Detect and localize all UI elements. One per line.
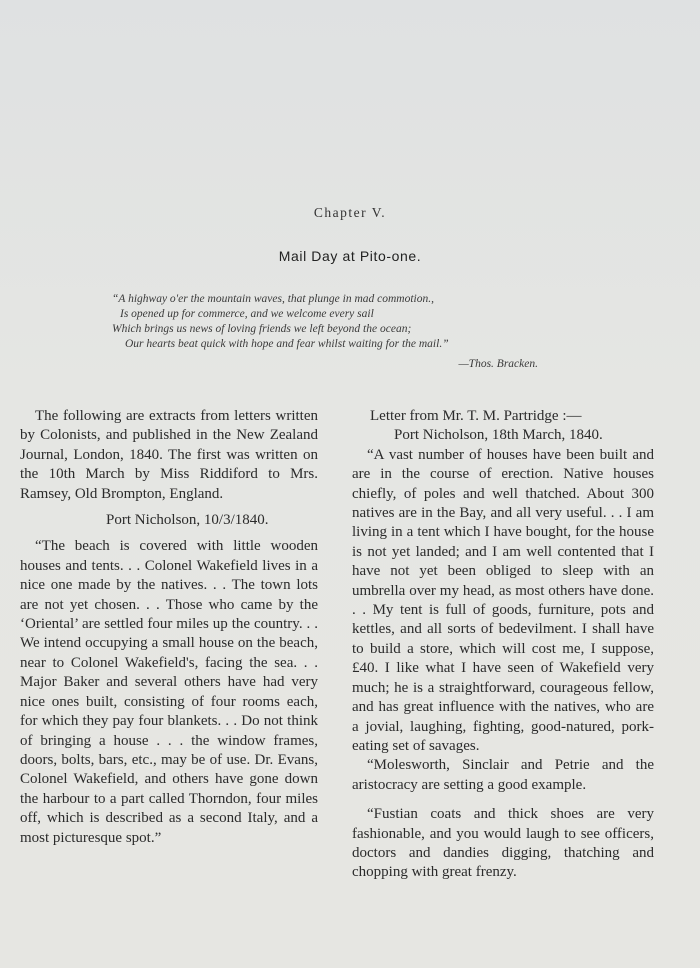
poem-line: Is opened up for commerce, and we welcome every sail (120, 308, 374, 320)
letter-paragraph: “Molesworth, Sinclair and Petrie and the aristocracy are setting a good example. (352, 757, 654, 793)
chapter-title: Mail Day at Pito-one. (278, 248, 422, 264)
intro-paragraph: The following are extracts from letters written by Colonists, and published in the New Zealand Journal, London, 1840. The first was written on the 10th March by Miss Riddiford to Mrs. Ramsey, Old Brompton, England. (20, 408, 318, 502)
letter-body: “The beach is covered with little wooden houses and tents. . . Colonel Wakefield lives in a nice one made by the natives. . . The town lots are not yet chosen. . . Those who came by the ‘Oriental’ are settled four miles up the country. . . We intend occupying a small house on the beach, near to Colonel Wakefield's, facing the sea. . . Major Baker and several others have had very nice ones built, consisting of four rooms each, for which they pay four blankets. . . Do not think of bringing a house . . . the window frames, doors, bolts, bars, etc., may be of use. Dr. Evans, Colonel Wakefield, and others have gone down the harbour to a part called Thorndon, four miles off, which is described as a second Italy, and a most picturesque spot.” (20, 538, 318, 846)
letter-paragraph: “A vast number of houses have been built and are in the course of erection. Native houses chiefly, of poles and well thatched. About 300 natives are in the Bay, and all very useful. . . I am living in a tent which I have bought, for the house is not yet landed; and I am well contented that I have not yet been obliged to sleep with an umbrella over my head, as most others have done. . . My tent is full of goods, furniture, pots and kettles, and all sorts of bedevilment. I shall have to build a store, which will cost me, I suppose, £40. I like what I have seen of Wakefield very much; he is a straightforward, courageous fellow, and has great influence with the natives, who are a jovial, laughing, fighting, good-natured, pork-eating set of savages. (352, 446, 654, 754)
letter-dateline: Port Nicholson, 18th March, 1840. (394, 427, 603, 444)
poem-attribution: —Thos. Bracken. (458, 358, 538, 370)
chapter-heading: Chapter V. (313, 205, 387, 220)
letter-dateline: Port Nicholson, 10/3/1840. (106, 512, 269, 529)
letter-heading: Letter from Mr. T. M. Partridge :— (370, 408, 582, 424)
left-column (20, 407, 318, 848)
poem-line: Our hearts beat quick with hope and fear whilst waiting for the mail.” (125, 338, 449, 350)
poem-line: Which brings us news of loving friends we left beyond the ocean; (112, 323, 412, 335)
right-column (352, 407, 654, 883)
letter-paragraph: “Fustian coats and thick shoes are very fashionable, and you would laugh to see officers, doctors and dandies digging, thatching and chopping with great frenzy. (352, 806, 654, 881)
epigraph-poem (112, 292, 552, 352)
poem-line: “A highway o'er the mountain waves, that plunge in mad commotion., (112, 293, 434, 305)
